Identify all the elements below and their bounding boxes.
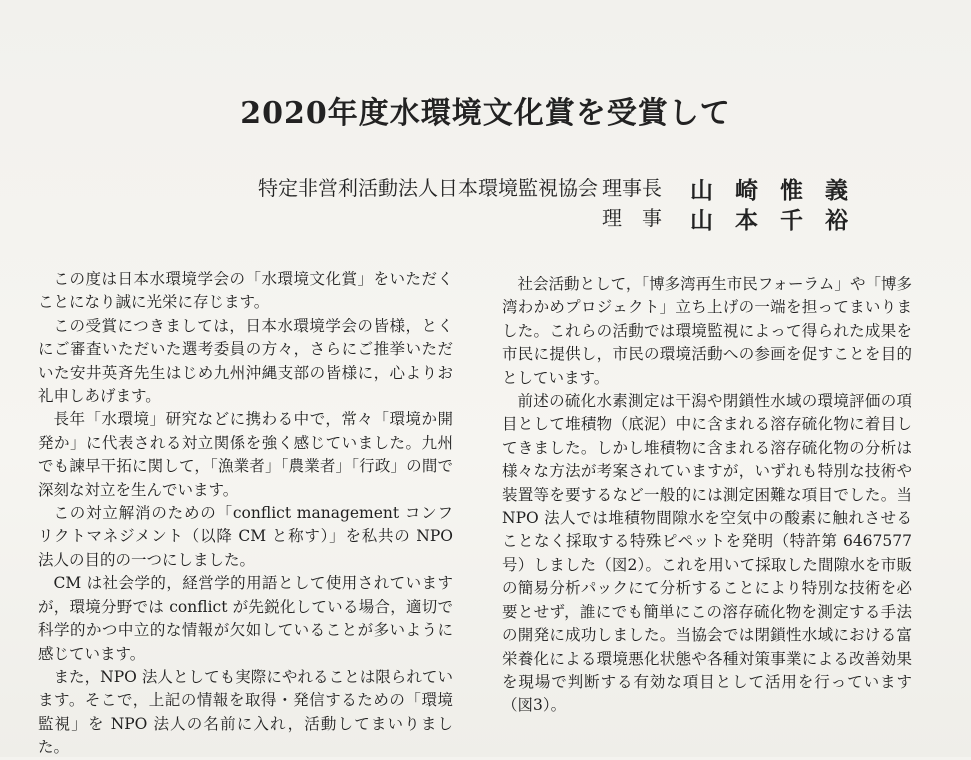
author-name: 山本千裕 — [690, 207, 870, 234]
paragraph: この度は日本水環境学会の「水環境文化賞」をいただくことになり誠に光栄に存じます。 — [38, 270, 453, 312]
author-role: 理 事 — [602, 206, 662, 230]
paragraph: CM は社会学的，経営学的用語として使用されていますが，環境分野では conflict が先鋭化している場合，適切で科学的かつ中立的な情報が欠如していることが多いように感じています。 — [38, 574, 453, 663]
author-role: 理事長 — [602, 176, 662, 200]
right-column — [502, 273, 912, 718]
paragraph: 社会活動として，「博多湾再生市民フォーラム」や「博多湾わかめプロジェクト」立ち上げの一端を担ってまいりました。これらの活動では環境監視によって得られた成果を市民に提供し，市民の環境活動への参画を促すことを目的としています。 — [502, 275, 912, 387]
paragraph: 前述の硫化水素測定は干潟や閉鎖性水域の環境評価の項目として堆積物（底泥）中に含まれる溶存硫化物に着目してきました。しかし堆積物に含まれる溶存硫化物の分析は様々な方法が考案されていますが，いずれも特別な技術や装置等を要するなど一般的には測定困難な項目でした。当 NPO 法人では堆積物間隙水を空気中の酸素に触れさせることなく採取する特殊ピペットを発明（特許第 6467577 号）しました（図2）。これを用いて採取した間隙水を市販の簡易分析パックにて分析することにより特別な技術を必要とせず，誰にでも簡単にこの溶存硫化物を測定する手法の開発に成功しました。当協会では閉鎖性水域における富栄養化による環境悪化状態や各種対策事業による改善効果を現場で判断する有効な項目として活用を行っています（図3）。 — [502, 392, 912, 715]
article-title: 2020年度水環境文化賞を受賞して — [240, 96, 731, 131]
author-name: 山崎惟義 — [690, 177, 870, 204]
paragraph: この受賞につきましては，日本水環境学会の皆様，とくにご審査いただいた選考委員の方々，さらにご推挙いただいた安井英斉先生はじめ九州沖縄支部の皆様に，心よりお礼申しあげます。 — [38, 316, 453, 406]
paragraph: 長年「水環境」研究などに携わる中で，常々「環境か開発か」に代表される対立関係を強く感じていました。九州でも諫早干拓に関して，「漁業者」「農業者」「行政」の間で深刻な対立を生んでいます。 — [38, 410, 453, 499]
left-column — [38, 268, 453, 760]
organization-name: 特定非営利活動法人日本環境監視協会 — [258, 176, 598, 200]
paragraph: この対立解消のための「conflict management コンフリクトマネジメント（以降 CM と称す）」を私共の NPO 法人の目的の一つにしました。 — [38, 504, 453, 569]
paragraph: また，NPO 法人としても実際にやれることは限られています。そこで，上記の情報を取得・発信するための「環境監視」を NPO 法人の名前に入れ，活動してまいりました。 — [38, 667, 453, 757]
